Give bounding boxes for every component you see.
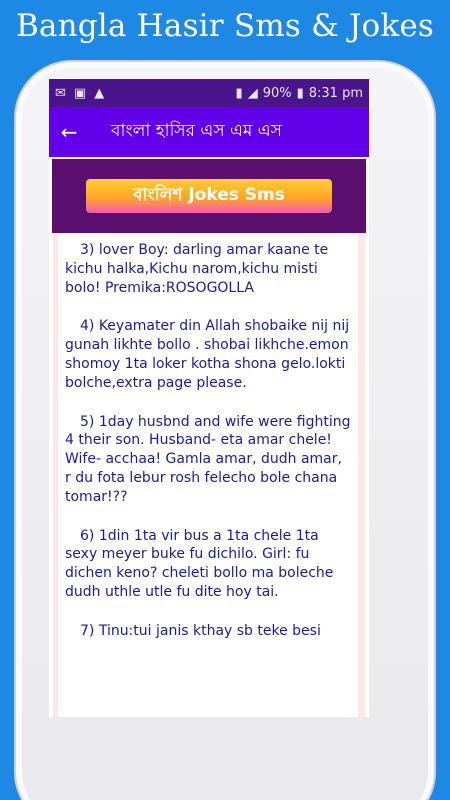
promo-title: Bangla Hasir Sms & Jokes bbox=[15, 8, 435, 44]
app-screen bbox=[49, 79, 369, 717]
app-toolbar bbox=[49, 107, 369, 157]
battery-icon: ▮ bbox=[296, 85, 304, 101]
clock: 8:31 pm bbox=[308, 85, 363, 101]
joke-item: 7) Tinu:tui janis kthay sb teke besi bbox=[80, 622, 321, 639]
signal-icon: ◢ bbox=[247, 85, 258, 101]
banglish-jokes-button[interactable]: বাংলিশ Jokes Sms bbox=[86, 179, 332, 213]
sim-icon: ▮ bbox=[235, 85, 243, 101]
status-bar bbox=[49, 79, 369, 107]
warning-icon: ▲ bbox=[94, 85, 105, 101]
mail-icon: ✉ bbox=[55, 85, 66, 101]
back-arrow-icon[interactable]: ← bbox=[60, 120, 78, 144]
joke-item: 4) Keyamater din Allah shobaike nij nij gunah likhte bollo . shobai likhche.emon shomoy 1ta loker kotha shona gelo.lokti bolche,extra page please. bbox=[65, 318, 354, 391]
battery-percent: 90% bbox=[262, 85, 292, 101]
joke-item: 3) lover Boy: darling amar kaane te kichu halka,Kichu narom,kichu misti bolo! Premika:ROSOGOLLA bbox=[65, 242, 333, 296]
joke-item: 5) 1day husbnd and wife were fighting 4 their son. Husband- eta amar chele! Wife- acchaa! Gamla amar, dudh amar, r du fota lebur rosh felecho bole chana tomar!?? bbox=[65, 413, 355, 505]
toolbar-title: বাংলা হাসির এস এম এস bbox=[111, 121, 282, 141]
jokes-list[interactable] bbox=[53, 233, 365, 717]
joke-item: 6) 1din 1ta vir bus a 1ta chele 1ta sexy meyer buke fu dichilo. Girl: fu dichen keno? cheleti bollo ma boleche dudh uthle utle fu dite hoy tai. bbox=[65, 527, 338, 600]
jokes-list-inner bbox=[58, 233, 358, 717]
banner-area bbox=[52, 159, 366, 233]
image-icon: ▣ bbox=[73, 85, 87, 101]
